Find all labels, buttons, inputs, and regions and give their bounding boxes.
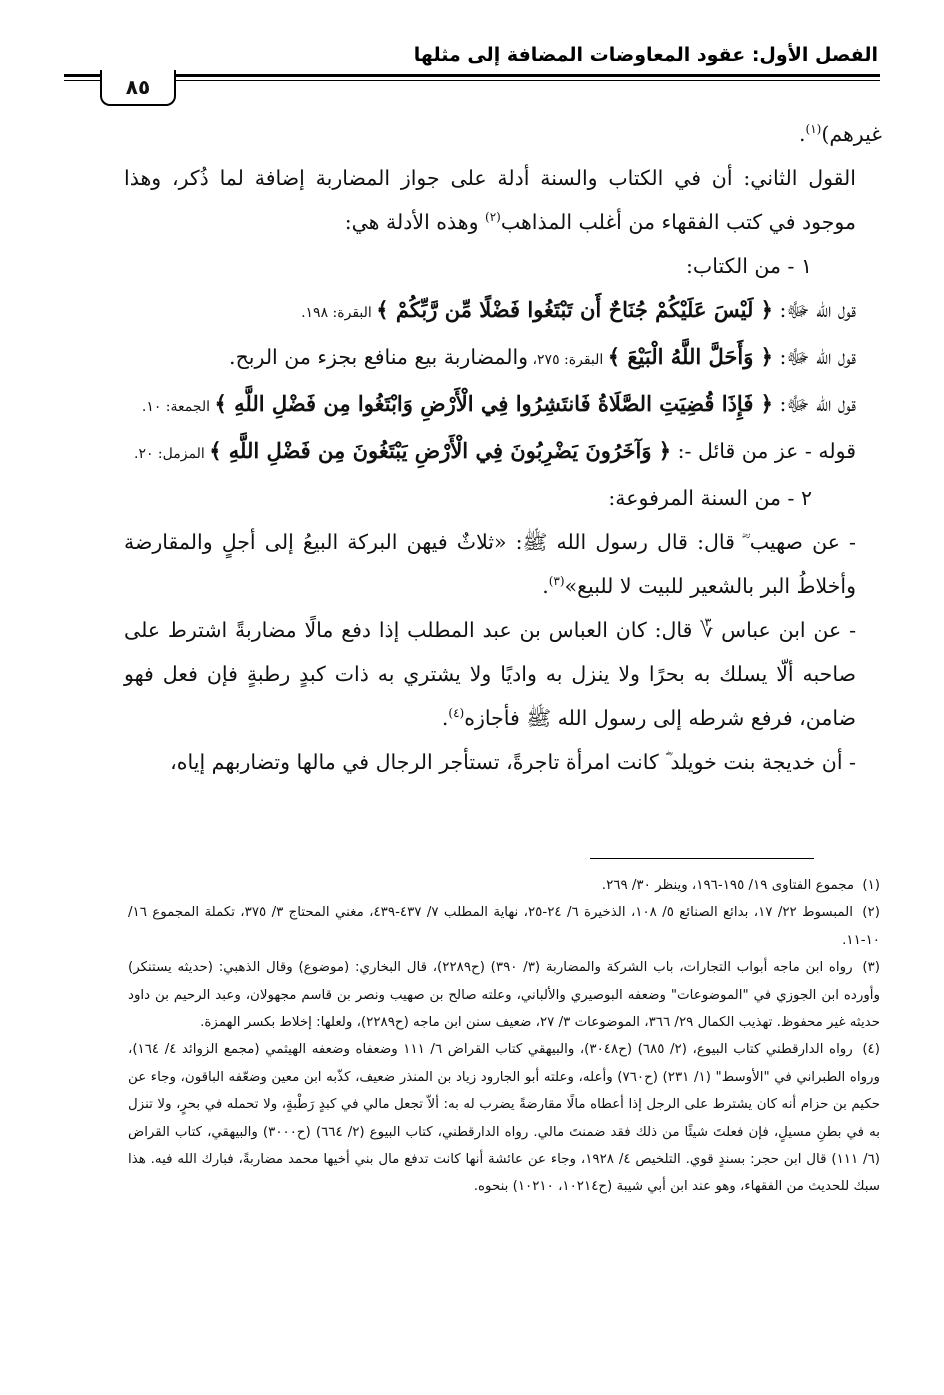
verse-intro: قول الله ﷻ: — [772, 392, 856, 416]
footnote-ref[interactable]: (٤) — [448, 706, 465, 721]
page-number: ٨٥ — [100, 70, 176, 106]
hadith-1 — [124, 520, 882, 608]
footnote-ref[interactable]: (٣) — [548, 574, 565, 589]
footnote-3 — [128, 954, 880, 1036]
text-run: وهذه الأدلة هي: — [344, 210, 486, 234]
footnote-number: (١) — [862, 878, 880, 893]
verse-intro: قول الله ﷻ: — [772, 298, 856, 322]
footnote-1 — [128, 872, 880, 899]
verse-intro: قول الله ﷻ: — [772, 345, 856, 369]
footnote-number: (٤) — [862, 1042, 880, 1058]
footnote-text: مجموع الفتاوى ١٩/ ١٩٥-١٩٦، وينظر ٣٠/ ٢٦٩. — [601, 878, 855, 893]
header-rule — [64, 74, 880, 77]
footnote-ref[interactable]: (٢) — [485, 210, 501, 225]
section-heading-sunnah: ٢ - من السنة المرفوعة: — [608, 486, 812, 510]
verse-reference: المزمل: ٢٠. — [133, 446, 210, 462]
quran-text: ﴿ وَآخَرُونَ يَضْرِبُونَ فِي الْأَرْضِ يَبْتَغُونَ مِن فَضْلِ اللَّهِ ﴾ — [209, 438, 672, 463]
verse-1 — [124, 288, 882, 335]
footnote-separator — [590, 858, 814, 859]
verse-2 — [124, 335, 882, 382]
text-run: . — [798, 122, 806, 146]
footnote-text: المبسوط ٢٢/ ١٧، بدائع الصنائع ٥/ ١٠٨، الذخيرة ٦/ ٢٤-٢٥، نهاية المطلب ٧/ ٤٣٧-٤٣٩، مغني المحتاج ٣/ ٣٧٥، تكملة المجموع ١٦/ ١٠-١١. — [128, 905, 880, 948]
footnote-text: رواه ابن ماجه أبواب التجارات، باب الشركة والمضاربة (٣/ ٣٩٠) (ح٢٢٨٩)، قال البخاري: (موضوع) وقال الذهبي: (حديثه يستنكر) وأورده ابن الجوزي في "الموضوعات" وضعفه البوصيري والألباني، وعلته صالح بن صهيب ونصر بن قاسم مجهولان، وعبد الرحيم بن داود حديثه غير محفوظ. تهذيب الكمال ٢٩/ ٣٦٦، الموضوعات ٣/ ٢٧، ضعيف سنن ابن ماجه (ح٢٢٨٩)، ولعلها: إخلاط بكسر الهمزة. — [128, 960, 880, 1031]
footnote-number: (٢) — [862, 905, 880, 921]
text-run: القول الثاني: أن في الكتاب والسنة أدلة على جواز المضاربة إضافة لما ذُكر، وهذا موجود في كتب الفقهاء من أغلب المذاهب — [124, 166, 856, 234]
text-run: غيرهم) — [821, 122, 882, 146]
footnote-4 — [128, 1036, 880, 1200]
text-run: - عن ابن عباس ؆ قال: كان العباس بن عبد المطلب إذا دفع مالًا مضاربةً اشترط على صاحبه ألّا يسلك به بحرًا ولا ينزل به واديًا ولا يشتري به ذات كبدٍ رطبةٍ فإن فعل فهو ضامن، فرفع شرطه إلى رسول الله ﷺ فأجازه — [124, 618, 856, 730]
text-run: والمضاربة بيع منافع بجزء من الربح. — [229, 345, 529, 369]
verse-intro: قوله - عز من قائل -: — [671, 439, 856, 463]
text-run: - عن صهيب ؓ قال: قال رسول الله ﷺ: «ثلاثٌ فيهن البركة البيعُ إلى أجلٍ والمقارضة وأخلاطُ البر بالشعير للبيت لا للبيع» — [124, 530, 856, 598]
paragraph-1 — [124, 112, 882, 156]
verse-reference: البقرة: ١٩٨. — [301, 305, 377, 321]
verse-reference: الجمعة: ١٠. — [141, 399, 215, 415]
paragraph-2 — [124, 156, 882, 244]
text-run: . — [542, 574, 549, 598]
footnote-number: (٣) — [862, 960, 880, 976]
footnote-text: رواه الدارقطني كتاب البيوع، (٢/ ٦٨٥) (ح٣٠٤٨)، والبيهقي كتاب القراض ٦/ ١١١ وضعفاه وضعفه الهيثمي (مجمع الزوائد ٤/ ١٦٤)، ورواه الطبراني في "الأوسط" (١/ ٢٣١) (ح٧٦٠) وأعله، وعلته أبو الجارود زياد بن المنذر ضعيف، كذّبه ابن معين وضعّفه الباقون، وجاء عن حكيم بن حزام أنه كان يشترط على الرجل إذا أعطاه مالًا مقارضةً يضرب له به: ألاّ تجعل مالي في كبدٍ رَطْبةٍ، ولا تحمله في بحرٍ، ولا تنزل به في بطنِ مسيلٍ، فإن فعلتَ شيئًا من ذلك فقد ضمنتَ مالي. رواه الدارقطني، كتاب البيوع (٢/ ٦٦٤) (ح٣٠٠٠) والبيهقي، كتاب القراض (٦/ ١١١) قال ابن حجر: بسندٍ قوي. التلخيص ٤/ ١٩٢٨، وجاء عن عائشة أنها كانت تدفع مال بني أخيها محمد مضاربةً، فبارك الله فيه. هذا سبك للحديث من الفقهاء، وهو عند ابن أبي شيبة (ح١٠٢١٤، ١٠٢١٠) بنحوه. — [128, 1042, 880, 1195]
footnote-ref[interactable]: (١) — [805, 122, 822, 137]
verse-reference: البقرة: ٢٧٥، — [528, 352, 608, 368]
hadith-2 — [124, 608, 882, 740]
verse-4 — [124, 429, 882, 476]
main-text — [124, 112, 882, 784]
footnote-2 — [128, 899, 880, 954]
verse-3 — [124, 382, 882, 429]
footnotes — [128, 872, 880, 1201]
quran-text: ﴿ فَإِذَا قُضِيَتِ الصَّلَاةُ فَانتَشِرُوا فِي الْأَرْضِ وَابْتَغُوا مِن فَضْلِ اللَّهِ ﴾ — [214, 391, 773, 416]
running-title: الفصل الأول: عقود المعاوضات المضافة إلى مثلها — [413, 44, 878, 66]
quran-text: ﴿ وَأَحَلَّ اللَّهُ الْبَيْعَ ﴾ — [607, 344, 773, 369]
section-heading-book: ١ - من الكتاب: — [686, 254, 812, 278]
header-rule-thin — [64, 80, 880, 81]
hadith-3: - أن خديجة بنت خويلد ؓ كانت امرأة تاجرةً، تستأجر الرجال في مالها وتضاربهم إياه، — [170, 750, 856, 774]
quran-text: ﴿ لَيْسَ عَلَيْكُمْ جُنَاحٌ أَن تَبْتَغُوا فَضْلًا مِّن رَّبِّكُمْ ﴾ — [376, 297, 773, 322]
text-run: . — [441, 706, 449, 730]
